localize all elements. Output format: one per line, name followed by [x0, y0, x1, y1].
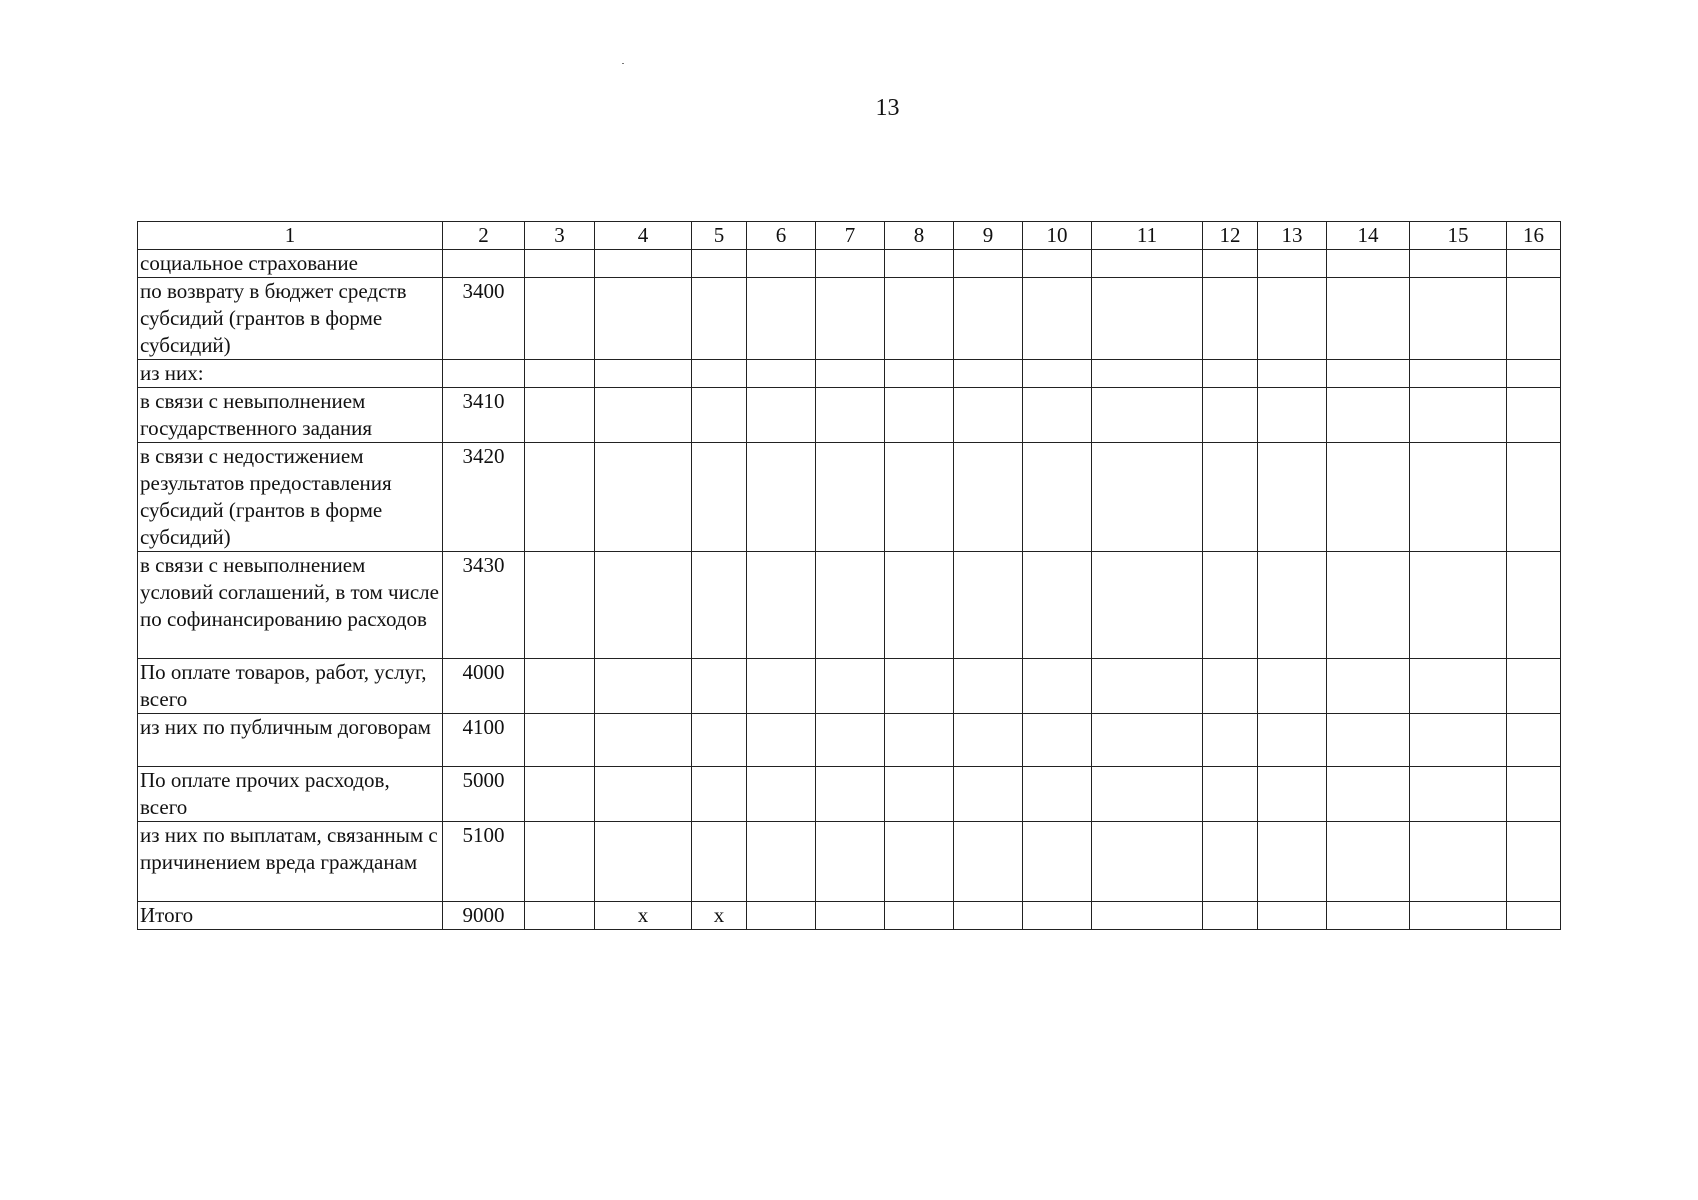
table-row	[138, 659, 1561, 714]
table-cell	[595, 278, 692, 360]
table-cell	[885, 714, 954, 767]
table-cell	[1410, 360, 1507, 388]
table-cell	[1203, 659, 1258, 714]
table-cell	[595, 822, 692, 902]
table-cell	[1203, 250, 1258, 278]
table-cell	[1092, 714, 1203, 767]
table-cell	[1258, 360, 1327, 388]
table-row	[138, 552, 1561, 659]
table-cell	[1023, 767, 1092, 822]
table-row	[138, 388, 1561, 443]
table-body	[138, 250, 1561, 930]
table-cell	[747, 902, 816, 930]
table-cell	[1507, 250, 1561, 278]
table-header	[138, 222, 1561, 250]
table-cell	[954, 714, 1023, 767]
table-cell	[692, 250, 747, 278]
table-cell	[954, 822, 1023, 902]
table-row	[138, 902, 1561, 930]
column-header-9: 9	[954, 222, 1023, 250]
table-cell	[1092, 767, 1203, 822]
table-cell	[1203, 822, 1258, 902]
row-label: из них:	[138, 360, 443, 388]
table-cell	[885, 659, 954, 714]
table-cell	[1258, 902, 1327, 930]
table-cell	[816, 250, 885, 278]
table-cell	[525, 659, 595, 714]
table-cell	[954, 552, 1023, 659]
table-cell	[747, 278, 816, 360]
table-cell	[1092, 360, 1203, 388]
table-cell	[954, 902, 1023, 930]
row-label: в связи с невыполнением государственного задания	[138, 388, 443, 443]
table-cell	[1327, 250, 1410, 278]
table-cell	[525, 552, 595, 659]
table-cell	[1507, 278, 1561, 360]
table-cell	[1327, 552, 1410, 659]
table-cell	[1258, 278, 1327, 360]
table-cell	[525, 278, 595, 360]
row-code	[443, 360, 525, 388]
column-header-6: 6	[747, 222, 816, 250]
table-cell	[1092, 250, 1203, 278]
table-cell	[885, 388, 954, 443]
table-cell	[816, 388, 885, 443]
table-cell	[816, 552, 885, 659]
table-row	[138, 822, 1561, 902]
table-cell	[747, 659, 816, 714]
table-cell	[1023, 360, 1092, 388]
table-cell	[595, 714, 692, 767]
table-cell	[1023, 822, 1092, 902]
table-cell	[1258, 250, 1327, 278]
table-cell	[1410, 902, 1507, 930]
table-cell	[1410, 552, 1507, 659]
row-code: 4000	[443, 659, 525, 714]
table-cell	[1507, 767, 1561, 822]
table-cell	[747, 360, 816, 388]
table-cell	[816, 278, 885, 360]
table-cell	[692, 443, 747, 552]
row-label: в связи с невыполнением условий соглашений, в том числе по софинансированию расходов	[138, 552, 443, 659]
row-code: 3420	[443, 443, 525, 552]
table-cell	[1507, 388, 1561, 443]
column-header-3: 3	[525, 222, 595, 250]
table-cell	[525, 767, 595, 822]
table-row	[138, 767, 1561, 822]
table-cell	[954, 659, 1023, 714]
table-cell	[1258, 822, 1327, 902]
table-cell	[692, 388, 747, 443]
table-cell	[1203, 902, 1258, 930]
table-cell	[885, 767, 954, 822]
column-number-row	[138, 222, 1561, 250]
row-code: 3410	[443, 388, 525, 443]
column-header-15: 15	[1410, 222, 1507, 250]
table-cell	[1410, 388, 1507, 443]
table-cell	[747, 714, 816, 767]
table-cell	[595, 552, 692, 659]
table-row	[138, 250, 1561, 278]
table-cell	[1410, 250, 1507, 278]
table-cell	[816, 902, 885, 930]
table-cell	[1258, 659, 1327, 714]
column-header-16: 16	[1507, 222, 1561, 250]
table-cell	[692, 767, 747, 822]
table-cell	[692, 360, 747, 388]
table-cell	[885, 902, 954, 930]
row-code: 3400	[443, 278, 525, 360]
table-cell: x	[595, 902, 692, 930]
column-header-13: 13	[1258, 222, 1327, 250]
table-cell	[816, 360, 885, 388]
table-cell	[525, 443, 595, 552]
table-cell	[1507, 714, 1561, 767]
table-cell	[692, 659, 747, 714]
table-cell	[816, 659, 885, 714]
row-label: Итого	[138, 902, 443, 930]
table-cell	[595, 443, 692, 552]
column-header-12: 12	[1203, 222, 1258, 250]
table-cell	[1203, 714, 1258, 767]
table-cell	[1092, 278, 1203, 360]
table-cell	[1327, 822, 1410, 902]
column-header-10: 10	[1023, 222, 1092, 250]
table-cell	[1327, 443, 1410, 552]
report-table	[137, 221, 1561, 930]
table-cell: x	[692, 902, 747, 930]
table-cell	[1327, 278, 1410, 360]
column-header-8: 8	[885, 222, 954, 250]
table-cell	[885, 552, 954, 659]
table-cell	[885, 360, 954, 388]
column-header-11: 11	[1092, 222, 1203, 250]
table-cell	[954, 443, 1023, 552]
table-cell	[1203, 388, 1258, 443]
table-cell	[595, 659, 692, 714]
table-cell	[525, 250, 595, 278]
table-cell	[1258, 552, 1327, 659]
table-cell	[885, 250, 954, 278]
table-cell	[747, 767, 816, 822]
table-cell	[1327, 714, 1410, 767]
scan-speck	[622, 63, 624, 64]
row-label: из них по публичным договорам	[138, 714, 443, 767]
table-cell	[1258, 443, 1327, 552]
table-row	[138, 443, 1561, 552]
table-cell	[1327, 659, 1410, 714]
table-cell	[1203, 552, 1258, 659]
table-cell	[816, 443, 885, 552]
table-cell	[1092, 659, 1203, 714]
table-row	[138, 714, 1561, 767]
table-cell	[885, 822, 954, 902]
table-cell	[885, 443, 954, 552]
table-cell	[1023, 714, 1092, 767]
row-label: социальное страхование	[138, 250, 443, 278]
table-cell	[525, 714, 595, 767]
table-cell	[1023, 278, 1092, 360]
table-cell	[1507, 822, 1561, 902]
row-label: по возврату в бюджет средств субсидий (грантов в форме субсидий)	[138, 278, 443, 360]
table-cell	[1258, 714, 1327, 767]
table-cell	[1092, 443, 1203, 552]
row-code: 4100	[443, 714, 525, 767]
column-header-2: 2	[443, 222, 525, 250]
table-cell	[954, 360, 1023, 388]
column-header-5: 5	[692, 222, 747, 250]
table-cell	[1023, 388, 1092, 443]
row-label: в связи с недостижением результатов предоставления субсидий (грантов в форме субсидий)	[138, 443, 443, 552]
table-cell	[1327, 767, 1410, 822]
table-cell	[1203, 767, 1258, 822]
table-cell	[692, 552, 747, 659]
table-cell	[1203, 278, 1258, 360]
page-number: 13	[875, 95, 900, 121]
table-cell	[1507, 360, 1561, 388]
table-cell	[885, 278, 954, 360]
table-cell	[1258, 767, 1327, 822]
table-cell	[954, 388, 1023, 443]
row-label: По оплате прочих расходов, всего	[138, 767, 443, 822]
table-cell	[595, 250, 692, 278]
table-row	[138, 278, 1561, 360]
column-header-7: 7	[816, 222, 885, 250]
table-cell	[595, 388, 692, 443]
table-cell	[1203, 360, 1258, 388]
row-label: По оплате товаров, работ, услуг, всего	[138, 659, 443, 714]
row-code: 3430	[443, 552, 525, 659]
table-cell	[1258, 388, 1327, 443]
table-cell	[1023, 443, 1092, 552]
table-cell	[747, 250, 816, 278]
table-cell	[954, 767, 1023, 822]
table-cell	[1023, 250, 1092, 278]
table-cell	[747, 443, 816, 552]
table-cell	[954, 278, 1023, 360]
table-cell	[747, 822, 816, 902]
table-cell	[1410, 822, 1507, 902]
table-cell	[1327, 902, 1410, 930]
table-cell	[525, 822, 595, 902]
row-code: 5000	[443, 767, 525, 822]
table-cell	[1092, 388, 1203, 443]
table-cell	[1092, 822, 1203, 902]
table-cell	[1203, 443, 1258, 552]
table-cell	[692, 714, 747, 767]
row-code: 9000	[443, 902, 525, 930]
table-cell	[595, 767, 692, 822]
row-label: из них по выплатам, связанным с причинением вреда гражданам	[138, 822, 443, 902]
table-cell	[1023, 552, 1092, 659]
table-cell	[525, 388, 595, 443]
table-row	[138, 360, 1561, 388]
table-cell	[1507, 443, 1561, 552]
row-code	[443, 250, 525, 278]
table-cell	[1410, 714, 1507, 767]
table-cell	[1410, 443, 1507, 552]
table-cell	[954, 250, 1023, 278]
table-cell	[1023, 902, 1092, 930]
column-header-4: 4	[595, 222, 692, 250]
table-cell	[1410, 767, 1507, 822]
row-code: 5100	[443, 822, 525, 902]
table-cell	[1327, 360, 1410, 388]
table-cell	[1410, 278, 1507, 360]
column-header-14: 14	[1327, 222, 1410, 250]
table-cell	[525, 902, 595, 930]
table-cell	[1023, 659, 1092, 714]
table-cell	[747, 388, 816, 443]
table-cell	[692, 278, 747, 360]
table-cell	[1507, 902, 1561, 930]
table-cell	[1092, 552, 1203, 659]
table-cell	[816, 767, 885, 822]
table-cell	[1507, 552, 1561, 659]
table-cell	[1092, 902, 1203, 930]
column-header-1: 1	[138, 222, 443, 250]
table-cell	[1410, 659, 1507, 714]
table-cell	[1327, 388, 1410, 443]
table-cell	[816, 822, 885, 902]
table-cell	[525, 360, 595, 388]
table-cell	[595, 360, 692, 388]
table-cell	[1507, 659, 1561, 714]
table-cell	[692, 822, 747, 902]
table-cell	[816, 714, 885, 767]
table-cell	[747, 552, 816, 659]
